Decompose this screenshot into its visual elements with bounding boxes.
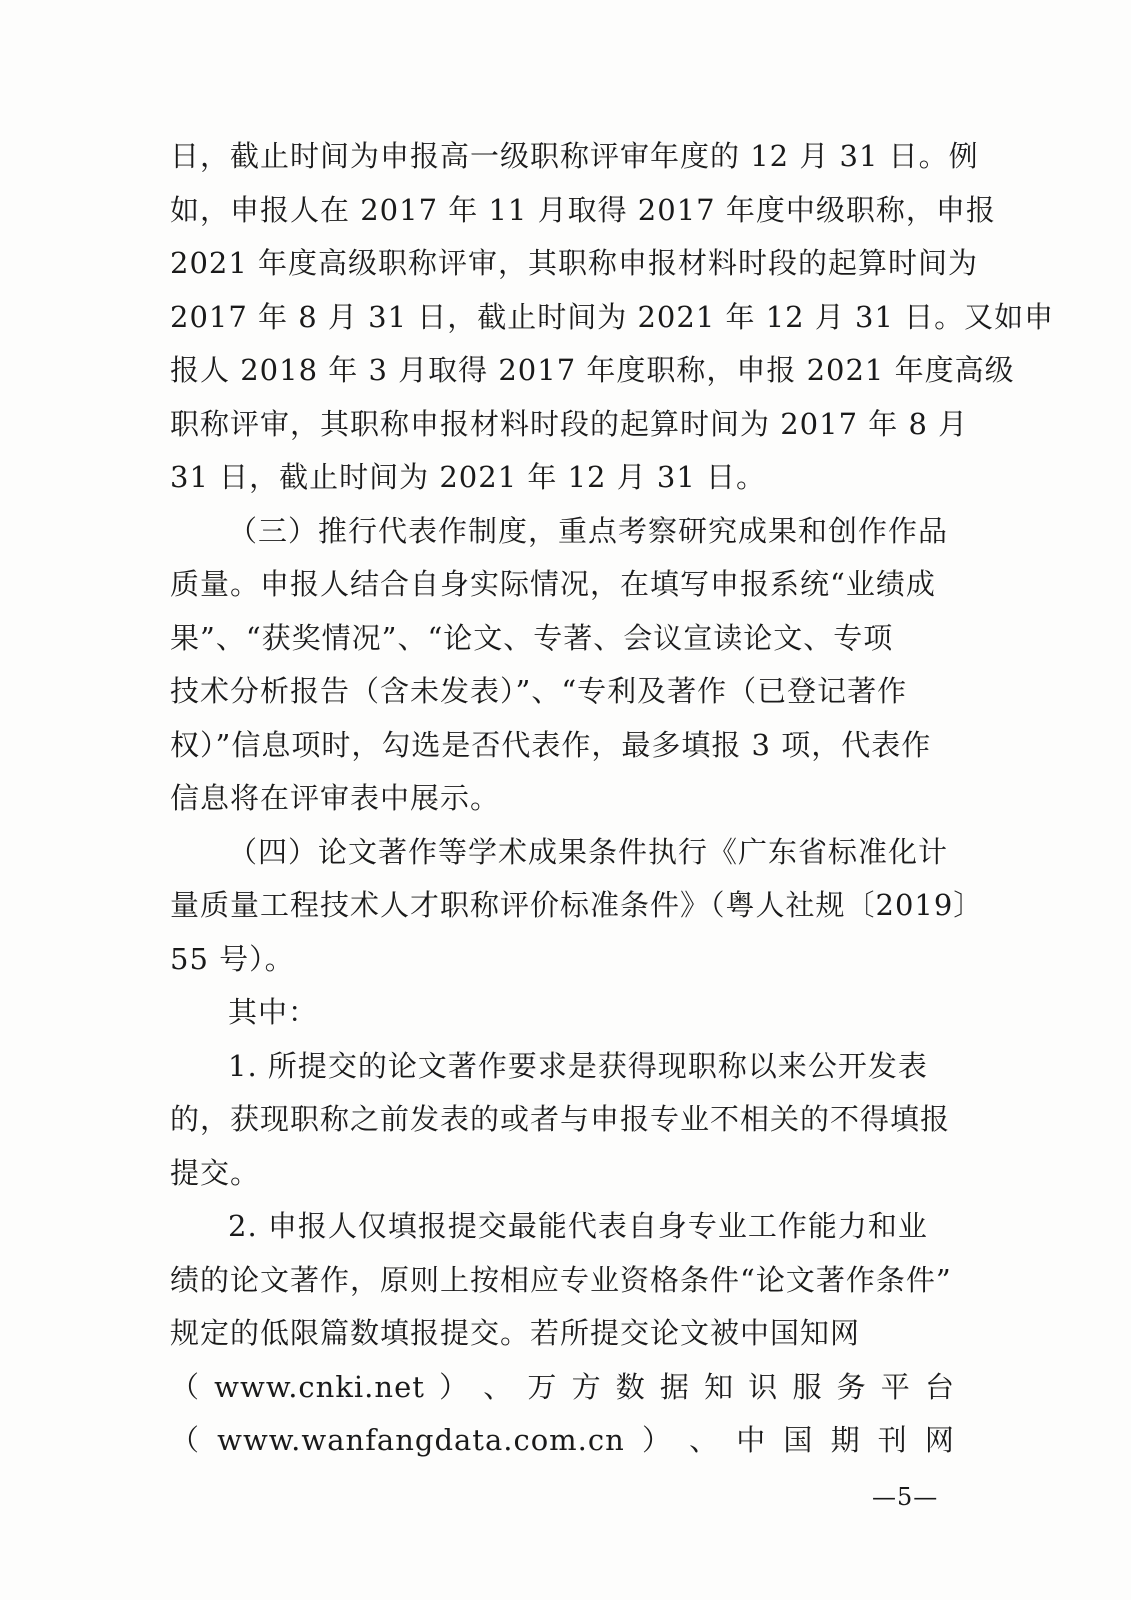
- text-line: 如，申报人在 2017 年 11 月取得 2017 年度中级职称，申报: [170, 192, 996, 227]
- text-line: 55 号）。: [170, 941, 295, 976]
- text-token: 刊: [877, 1423, 908, 1457]
- cnki-line: [170, 1361, 955, 1415]
- text-token: 网: [924, 1423, 955, 1457]
- text-token: 中: [736, 1423, 767, 1457]
- text-token: 平: [880, 1369, 911, 1404]
- text-line: 技术分析报告（含未发表）”、“专利及著作（已登记著作: [170, 674, 908, 708]
- text-token: 期: [830, 1423, 861, 1457]
- text-line: 质量。申报人结合自身实际情况，在填写申报系统“业绩成: [170, 567, 936, 601]
- text-token: ）: [439, 1369, 470, 1404]
- document-body: [170, 130, 1055, 1468]
- wanfang-url: www.wanfangdata.com.cn: [217, 1423, 625, 1457]
- text-token: 国: [783, 1423, 814, 1457]
- text-line: 绩的论文著作，原则上按相应专业资格条件“论文著作条件”: [170, 1262, 952, 1297]
- item-two-line: 2. 申报人仅填报提交最能代表自身专业工作能力和业: [228, 1209, 928, 1243]
- text-line: 2017 年 8 月 31 日，截止时间为 2021 年 12 月 31 日。又如申: [170, 299, 1055, 334]
- among-them-line: 其中：: [228, 995, 319, 1029]
- text-line: 权）”信息项时，勾选是否代表作，最多填报 3 项，代表作: [170, 727, 932, 762]
- text-token: 、: [689, 1423, 720, 1457]
- text-line: 职称评审，其职称申报材料时段的起算时间为 2017 年 8 月: [170, 406, 969, 441]
- text-token: 知: [704, 1369, 735, 1404]
- text-token: 台: [924, 1369, 955, 1404]
- text-token: （: [170, 1369, 201, 1404]
- text-line: 报人 2018 年 3 月取得 2017 年度职称，申报 2021 年度高级: [170, 353, 1015, 387]
- text-line: 规定的低限篇数填报提交。若所提交论文被中国知网: [170, 1316, 861, 1350]
- text-line: 量质量工程技术人才职称评价标准条件》（粤人社规〔2019〕: [170, 888, 984, 922]
- text-line: 的，获现职称之前发表的或者与申报专业不相关的不得填报: [170, 1102, 951, 1136]
- text-line: 果”、“获奖情况”、“论文、专著、会议宣读论文、专项: [170, 620, 894, 655]
- text-token: ）: [641, 1423, 672, 1457]
- item-one-line: 1. 所提交的论文著作要求是获得现职称以来公开发表: [228, 1048, 928, 1083]
- text-token: 务: [836, 1369, 867, 1404]
- text-token: （: [170, 1423, 201, 1457]
- text-line: 31 日，截止时间为 2021 年 12 月 31 日。: [170, 460, 767, 494]
- text-token: 方: [571, 1369, 602, 1404]
- text-token: 万: [527, 1369, 558, 1404]
- text-token: 服: [792, 1369, 823, 1404]
- text-line: 2021 年度高级职称评审，其职称申报材料时段的起算时间为: [170, 246, 979, 280]
- text-token: 数: [615, 1369, 646, 1404]
- text-line: 信息将在评审表中展示。: [170, 781, 501, 815]
- paragraph-three-heading: （三）推行代表作制度，重点考察研究成果和创作作品: [228, 513, 949, 548]
- text-token: 据: [659, 1369, 690, 1404]
- cnki-url: www.cnki.net: [214, 1369, 425, 1404]
- paragraph-four-heading: （四）论文著作等学术成果条件执行《广东省标准化计: [228, 834, 949, 869]
- text-token: 、: [483, 1369, 514, 1404]
- wanfang-line: [170, 1414, 955, 1468]
- text-line: 日，截止时间为申报高一级职称评审年度的 12 月 31 日。例: [170, 139, 979, 173]
- text-line: 提交。: [170, 1155, 261, 1190]
- text-token: 识: [748, 1369, 779, 1404]
- page-number: —5—: [872, 1483, 939, 1511]
